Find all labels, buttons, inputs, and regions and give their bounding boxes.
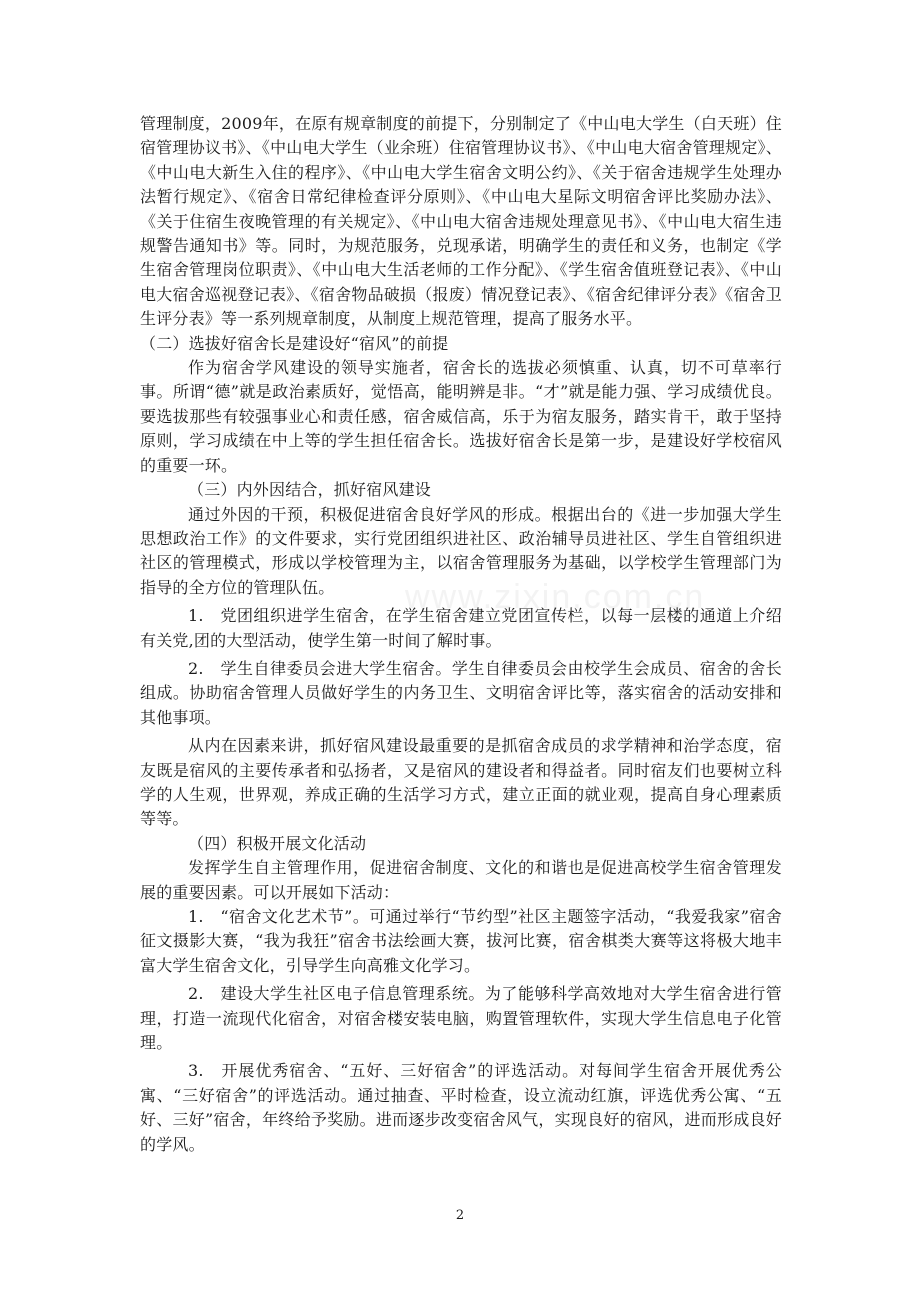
page-number: 2 [455, 1208, 465, 1223]
paragraph: 管理制度，2009年，在原有规章制度的前提下，分别制定了《中山电大学生（白天班）住宿管理协议书》、《中山电大学生（业余班）住宿管理协议书》、《中山电大宿舍管理规定》、《中山电大新生入住的程序》、《中山电大学生宿舍文明公约》、《关于宿舍违规学生处理办法暂行规定》、《宿舍日常纪律检查评分原则》、《中山电大星际文明宿舍评比奖励办法》、《关于住宿生夜晚管理的有关规定》、《中山电大宿舍违规处理意见书》、《中山电大宿生违规警告通知书》等。同时，为规范服务，兑现承诺，明确学生的责任和义务，也制定《学生宿舍管理岗位职责》、《中山电大生活老师的工作分配》、《学生宿舍值班登记表》、《中山电大宿舍巡视登记表》、《宿舍物品破损（报废）情况登记表》、《宿舍纪律评分表》《宿舍卫生评分表》等一系列规章制度，从制度上规范管理，提高了服务水平。 [140, 114, 782, 329]
paragraph: 通过外因的干预，积极促进宿舍良好学风的形成。根据出台的《进一步加强大学生思想政治工作》的文件要求，实行党团组织进社区、政治辅导员进社区、学生自管组织进社区的管理模式，形成以学校管理为主，以宿舍管理服务为基础，以学校学生管理部门为指导的全方位的管理队伍。 [140, 504, 782, 597]
paragraph: 从内在因素来讲，抓好宿风建设最重要的是抓宿舍成员的求学精神和治学态度，宿友既是宿风的主要传承者和弘扬者，又是宿风的建设者和得益者。同时宿友们也要树立科学的人生观，世界观，养成正确的生活学习方式，建立正面的就业观，提高自身心理素质等等。 [140, 736, 782, 829]
paragraph: 2. 建设大学生社区电子信息管理系统。为了能够科学高效地对大学生宿舍进行管理，打造一流现代化宿舍，对宿舍楼安装电脑，购置管理软件，实现大学生信息电子化管理。 [140, 984, 782, 1053]
document-body [140, 112, 782, 1157]
paragraph: 3. 开展优秀宿舍、“五好、三好宿舍”的评选活动。对每间学生宿舍开展优秀公寓、“三好宿舍”的评选活动。通过抽查、平时检查，设立流动红旗，评选优秀公寓、“五好、三好”宿舍，年终给予奖励。进而逐步改变宿舍风气，实现良好的宿风，进而形成良好的学风。 [140, 1061, 782, 1154]
paragraph: 2. 学生自律委员会进大学生宿舍。学生自律委员会由校学生会成员、宿舍的舍长组成。协助宿舍管理人员做好学生的内务卫生、文明宿舍评比等，落实宿舍的活动安排和其他事项。 [140, 658, 782, 727]
paragraph: 1. 党团组织进学生宿舍，在学生宿舍建立党团宣传栏，以每一层楼的通道上介绍有关党,团的大型活动，使学生第一时间了解时事。 [140, 606, 782, 650]
paragraph: 1. “宿舍文化艺术节”。可通过举行“节约型”社区主题签字活动，“我爱我家”宿舍征文摄影大赛，“我为我狂”宿舍书法绘画大赛，拔河比赛，宿舍棋类大赛等这将极大地丰富大学生宿舍文化，引导学生向高雅文化学习。 [140, 907, 782, 975]
paragraph: （四）积极开展文化活动 [188, 833, 367, 853]
paragraph: 作为宿舍学风建设的领导实施者，宿舍长的选拔必须慎重、认真，切不可草率行事。所谓“德”就是政治素质好，觉悟高，能明辨是非。“才”就是能力强、学习成绩优良。要选拔那些有较强事业心和责任感，宿舍威信高，乐于为宿友服务，踏实肯干，敢于坚持原则，学习成绩在中上等的学生担任宿舍长。选拔好宿舍长是第一步，是建设好学校宿风的重要一环。 [140, 358, 782, 475]
paragraph: 发挥学生自主管理作用，促进宿舍制度、文化的和谐也是促进高校学生宿舍管理发展的重要因素。可以开展如下活动： [140, 858, 782, 902]
paragraph: （三）内外因结合，抓好宿风建设 [188, 480, 432, 500]
watermark: www.zixin.com.cn [405, 578, 706, 616]
paragraph: （二）选拔好宿舍长是建设好“宿风”的前提 [140, 333, 449, 353]
